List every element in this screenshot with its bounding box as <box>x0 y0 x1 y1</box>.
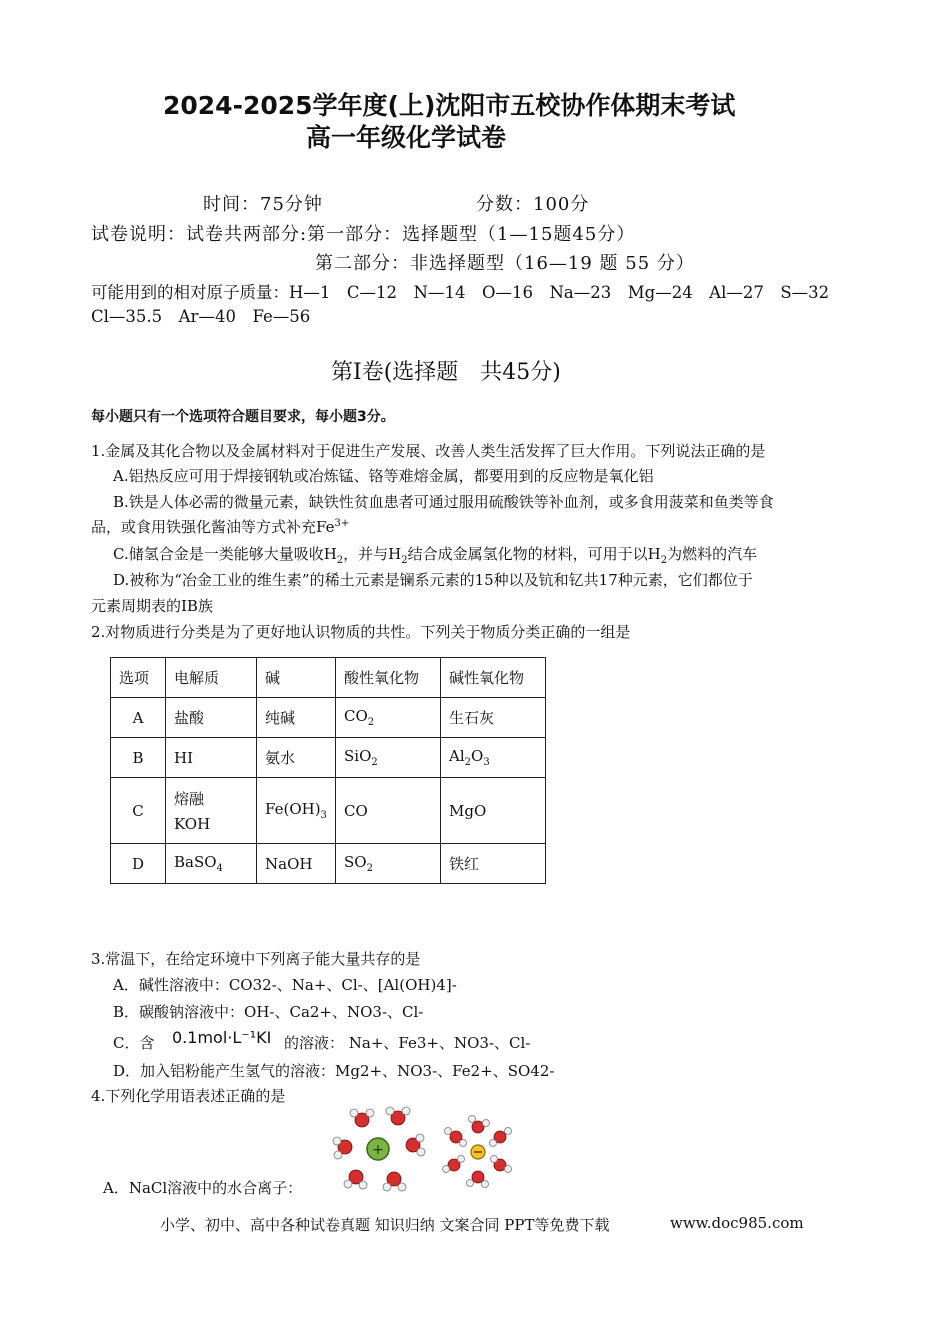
table-cell-option: A <box>111 698 166 738</box>
table-cell: 铁红 <box>441 844 546 884</box>
table-cell: 生石灰 <box>441 698 546 738</box>
hydrated-ions-diagram <box>332 1105 522 1193</box>
subscript: 2 <box>371 757 378 768</box>
footer-url[interactable]: www.doc985.com <box>670 1214 804 1232</box>
table-cell: 盐酸 <box>166 698 257 738</box>
svg-text:+: + <box>372 1142 384 1158</box>
hydrated-chloride-ion <box>443 1116 512 1188</box>
exam-title-line2: 高一年级化学试卷 <box>306 123 507 152</box>
q1-option-a: A.铝热反应可用于焊接钢轨或冶炼锰、铬等难熔金属，都要用到的反应物是氧化铝 <box>113 467 654 485</box>
table-cell: MgO <box>441 778 546 844</box>
table-cell: HI <box>166 738 257 778</box>
q3-option-b: B．碳酸钠溶液中：OH-、Ca2+、NO3-、Cl- <box>113 1003 424 1021</box>
q1-option-b-line2-text: 品，或食用铁强化酱油等方式补充Fe <box>91 518 335 536</box>
q3-option-c-formula: 0.1mol·L⁻¹KI <box>172 1028 272 1047</box>
classification-table <box>110 657 546 884</box>
table-cell <box>257 778 336 844</box>
subscript: 2 <box>464 757 472 768</box>
q1-option-d-line1: D.被称为“冶金工业的维生素”的稀土元素是镧系元素的15种以及钪和钇共17种元素，它们都位于 <box>113 571 753 589</box>
table-cell: 氨水 <box>257 738 336 778</box>
exam-description-part2: 第二部分：非选择题型（16—19 题 55 分） <box>315 253 695 274</box>
q1-c-part2: ，并与H <box>343 545 402 563</box>
q3-option-a: A．碱性溶液中：CO32-、Na+、Cl-、[Al(OH)4]- <box>113 976 457 994</box>
table-cell <box>166 844 257 884</box>
exam-description-part1: 试卷说明：试卷共两部分:第一部分：选择题型（1—15题45分） <box>91 224 636 245</box>
table-header-cell: 碱性氧化物 <box>441 658 546 698</box>
q1-option-b-line2 <box>91 516 349 537</box>
atomic-mass-line2: Cl—35.5 Ar—40 Fe—56 <box>91 307 311 326</box>
table-row <box>111 738 546 778</box>
subscript: 3 <box>320 810 327 821</box>
table-row <box>111 778 546 844</box>
formula: Al <box>449 747 465 765</box>
q3-option-c-ions: 的溶液： Na+、Fe3+、NO3-、Cl- <box>284 1034 531 1052</box>
formula: Fe(OH) <box>265 800 321 818</box>
section-instruction: 每小题只有一个选项符合题目要求，每小题3分。 <box>91 409 395 425</box>
subscript: 4 <box>216 863 223 874</box>
table-cell <box>336 738 441 778</box>
table-header-cell: 酸性氧化物 <box>336 658 441 698</box>
q1-c-part1: C.储氢合金是一类能够大量吸收H <box>113 545 337 563</box>
q4-stem: 4.下列化学用语表述正确的是 <box>91 1087 286 1105</box>
table-cell <box>441 738 546 778</box>
atomic-mass-line1: 可能用到的相对原子质量：H—1 C—12 N—14 O—16 Na—23 Mg—24 Al—27 S—32 <box>91 283 830 302</box>
table-cell <box>336 844 441 884</box>
q2-stem: 2.对物质进行分类是为了更好地认识物质的共性。下列关于物质分类正确的一组是 <box>91 623 631 641</box>
subscript: 2 <box>366 863 373 874</box>
table-cell: CO <box>336 778 441 844</box>
q3-option-c-label: C．含 <box>113 1034 155 1052</box>
section-heading: 第Ⅰ卷(选择题 共45分) <box>331 360 561 385</box>
h2-subscript: 2 <box>660 555 668 566</box>
q1-c-part3: 结合成金属氢化物的材料，可用于以H <box>407 545 661 563</box>
table-cell-option: C <box>111 778 166 844</box>
h2-subscript: 2 <box>336 555 344 566</box>
formula: BaSO <box>174 853 217 871</box>
q4-option-a: A．NaCl溶液中的水合离子： <box>103 1179 303 1197</box>
subscript: 3 <box>483 757 490 768</box>
q1-c-part4: 为燃料的汽车 <box>667 545 758 563</box>
formula: CO <box>344 707 368 725</box>
table-row <box>111 844 546 884</box>
q1-option-b-line1: B.铁是人体必需的微量元素，缺铁性贫血患者可通过服用硫酸铁等补血剂，或多食用菠菜和鱼类等食 <box>113 493 774 511</box>
table-header-cell: 选项 <box>111 658 166 698</box>
table-cell-option: D <box>111 844 166 884</box>
q1-option-c <box>113 543 757 566</box>
table-header-cell: 碱 <box>257 658 336 698</box>
q3-option-d: D．加入铝粉能产生氢气的溶液：Mg2+、NO3-、Fe2+、SO42- <box>113 1062 555 1080</box>
table-header-row <box>111 658 546 698</box>
table-cell: NaOH <box>257 844 336 884</box>
h2-subscript: 2 <box>401 555 408 566</box>
table-header-cell: 电解质 <box>166 658 257 698</box>
cell-line: KOH <box>174 815 211 833</box>
cell-line: 熔融 <box>174 790 205 808</box>
hydrated-sodium-ion <box>333 1107 425 1191</box>
subscript: 2 <box>367 717 375 728</box>
formula: SiO <box>344 747 372 765</box>
fe-charge-superscript: 3+ <box>334 518 350 529</box>
footer-text: 小学、初中、高中各种试卷真题 知识归纳 文案合同 PPT等免费下载 <box>160 1216 610 1234</box>
formula: O <box>471 747 484 765</box>
table-cell-option: B <box>111 738 166 778</box>
exam-title-line1: 2024-2025学年度(上)沈阳市五校协作体期末考试 <box>163 91 736 120</box>
q1-option-d-line2: 元素周期表的IB族 <box>91 597 213 615</box>
q1-stem: 1.金属及其化合物以及金属材料对于促进生产发展、改善人类生活发挥了巨大作用。下列说法正确的是 <box>91 442 766 460</box>
table-cell: 纯碱 <box>257 698 336 738</box>
table-cell <box>166 778 257 844</box>
exam-time: 时间：75分钟 <box>203 194 323 215</box>
table-row <box>111 698 546 738</box>
exam-score: 分数：100分 <box>476 194 590 215</box>
formula: SO <box>344 853 367 871</box>
table-cell <box>336 698 441 738</box>
q3-stem: 3.常温下，在给定环境中下列离子能大量共存的是 <box>91 950 421 968</box>
